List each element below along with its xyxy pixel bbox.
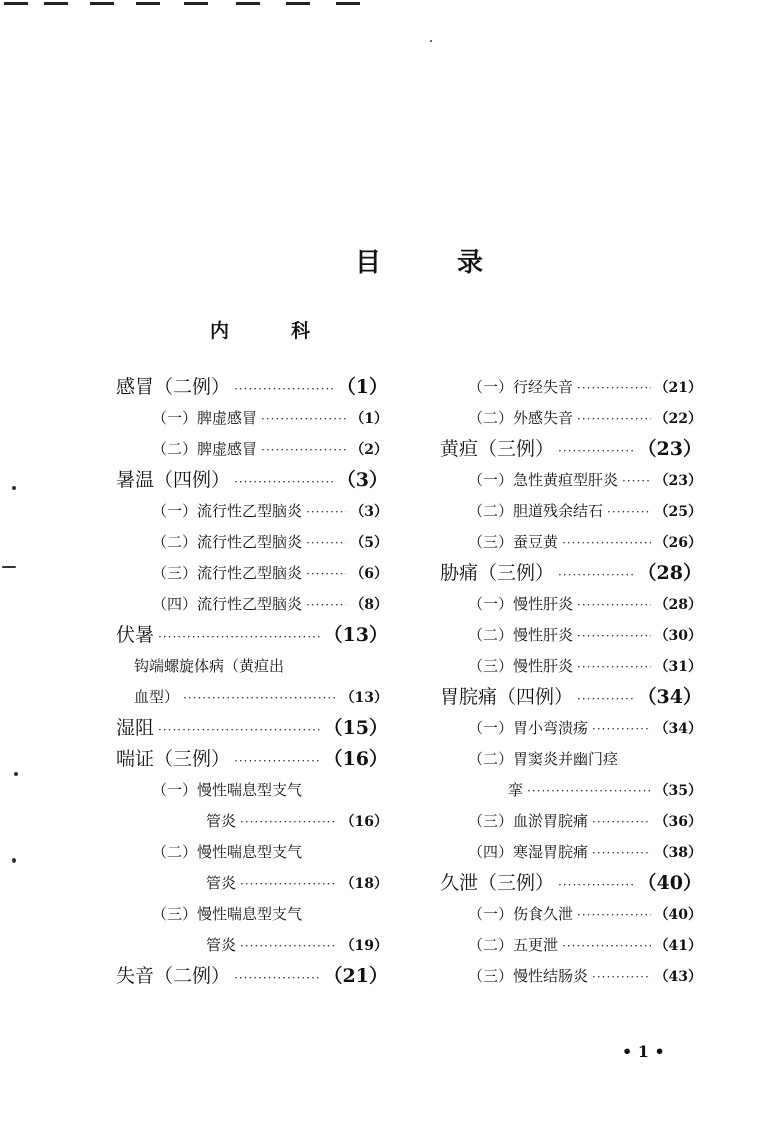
toc-subentry bbox=[116, 496, 388, 527]
toc-right-column bbox=[440, 372, 702, 992]
toc-entry-label: （二）慢性肝炎 bbox=[468, 626, 574, 644]
toc-entry-label: （一）流行性乙型脑炎 bbox=[152, 502, 303, 520]
toc-entry-label: 暑温（四例） bbox=[116, 469, 231, 491]
toc-chapter-entry bbox=[116, 744, 388, 775]
toc-page-number: （26） bbox=[654, 535, 702, 551]
toc-subentry bbox=[440, 775, 702, 806]
toc-subentry bbox=[440, 713, 702, 744]
toc-subentry bbox=[440, 403, 702, 434]
toc-leader-dots bbox=[592, 838, 651, 869]
toc-page-number: （28） bbox=[654, 597, 702, 613]
toc-entry-label: （二）慢性喘息型支气 bbox=[152, 843, 303, 861]
toc-chapter-entry bbox=[116, 465, 388, 496]
toc-page-number: （34） bbox=[654, 721, 702, 737]
toc-subentry bbox=[116, 589, 388, 620]
toc-entry-label: 感冒（二例） bbox=[116, 376, 231, 398]
toc-entry-label: （一）急性黄疸型肝炎 bbox=[468, 471, 619, 489]
toc-leader-dots bbox=[234, 374, 333, 405]
toc-page-number: （8） bbox=[350, 597, 388, 613]
toc-entry-label: （二）外感失音 bbox=[468, 409, 574, 427]
scan-speck bbox=[12, 486, 16, 490]
toc-page-number: （1） bbox=[350, 411, 388, 427]
toc-subentry bbox=[440, 527, 702, 558]
toc-page-number: （15） bbox=[323, 717, 388, 739]
toc-leader-dots bbox=[240, 931, 337, 962]
toc-page-number: （2） bbox=[350, 442, 388, 458]
toc-entry-label: 黄疸（三例） bbox=[440, 438, 555, 460]
toc-page-number: （38） bbox=[654, 845, 702, 861]
toc-entry-label: 喘证（三例） bbox=[116, 748, 231, 770]
toc-leader-dots bbox=[562, 931, 651, 962]
toc-leader-dots bbox=[622, 466, 651, 497]
toc-page-number: （36） bbox=[654, 814, 702, 830]
toc-page-number: （34） bbox=[637, 686, 702, 708]
toc-subentry bbox=[116, 434, 388, 465]
scan-speck bbox=[12, 858, 16, 863]
toc-subentry bbox=[116, 930, 388, 961]
toc-page-number: （28） bbox=[637, 562, 702, 584]
toc-subentry bbox=[116, 806, 388, 837]
toc-page-number: （21） bbox=[323, 965, 388, 987]
toc-entry-label: （一）行经失音 bbox=[468, 378, 574, 396]
toc-subentry bbox=[440, 899, 702, 930]
toc-page-number: （31） bbox=[654, 659, 702, 675]
toc-entry-label: 管炎 bbox=[206, 812, 237, 830]
toc-leader-dots bbox=[577, 652, 651, 683]
toc-entry-label: （三）流行性乙型脑炎 bbox=[152, 564, 303, 582]
toc-leader-dots bbox=[240, 807, 337, 838]
toc-subentry bbox=[440, 651, 702, 682]
toc-entry-label: 挛 bbox=[508, 781, 524, 799]
toc-entry-label: （一）脾虚感冒 bbox=[152, 409, 258, 427]
toc-leader-dots bbox=[158, 622, 320, 653]
scan-speck bbox=[2, 566, 16, 568]
toc-chapter-entry bbox=[440, 434, 702, 465]
toc-entry-label: （二）五更泄 bbox=[468, 936, 559, 954]
toc-page-number: （16） bbox=[323, 748, 388, 770]
toc-entry-label: （四）寒湿胃脘痛 bbox=[468, 843, 589, 861]
toc-entry-label: （二）脾虚感冒 bbox=[152, 440, 258, 458]
toc-entry-label: 湿阻 bbox=[116, 717, 155, 739]
toc-leader-dots bbox=[577, 684, 634, 715]
toc-entry-label: （三）蚕豆黄 bbox=[468, 533, 559, 551]
scan-top-dashes bbox=[0, 0, 400, 8]
page-number: • 1 • bbox=[622, 1042, 665, 1061]
title-char: 目 bbox=[355, 248, 384, 278]
toc-chapter-entry bbox=[116, 372, 388, 403]
toc-page-number: （13） bbox=[340, 690, 388, 706]
toc-subentry bbox=[116, 403, 388, 434]
toc-subentry bbox=[116, 868, 388, 899]
section-heading bbox=[210, 316, 310, 343]
scan-speck bbox=[430, 40, 432, 42]
toc-page-number: （21） bbox=[654, 380, 702, 396]
toc-leader-dots bbox=[558, 870, 634, 901]
toc-entry-label: （三）慢性肝炎 bbox=[468, 657, 574, 675]
toc-page-number: （16） bbox=[340, 814, 388, 830]
toc-page-number: （1） bbox=[336, 376, 388, 398]
toc-subentry bbox=[440, 372, 702, 403]
toc-leader-dots bbox=[592, 807, 651, 838]
toc-subentry bbox=[116, 899, 388, 930]
toc-entry-label: （二）胃窦炎并幽门痉 bbox=[468, 750, 619, 768]
toc-subentry bbox=[440, 930, 702, 961]
toc-subentry bbox=[116, 558, 388, 589]
toc-entry-label: 久泄（三例） bbox=[440, 872, 555, 894]
toc-entry-label: （二）流行性乙型脑炎 bbox=[152, 533, 303, 551]
toc-leader-dots bbox=[577, 373, 651, 404]
toc-leader-dots bbox=[527, 776, 651, 807]
toc-leader-dots bbox=[240, 869, 337, 900]
toc-leader-dots bbox=[234, 746, 320, 777]
toc-leader-dots bbox=[577, 621, 651, 652]
toc-leader-dots bbox=[306, 559, 346, 590]
toc-left-column bbox=[116, 372, 388, 992]
toc-entry-label: （一）伤食久泄 bbox=[468, 905, 574, 923]
toc-leader-dots bbox=[577, 590, 651, 621]
toc-subentry bbox=[440, 806, 702, 837]
toc-leader-dots bbox=[306, 590, 346, 621]
toc-entry-label: （三）慢性结肠炎 bbox=[468, 967, 589, 985]
toc-chapter-entry bbox=[440, 558, 702, 589]
toc-entry-label: （二）胆道残余结石 bbox=[468, 502, 604, 520]
toc-entry-label: （四）流行性乙型脑炎 bbox=[152, 595, 303, 613]
toc-leader-dots bbox=[577, 900, 651, 931]
toc-page-number: （23） bbox=[637, 438, 702, 460]
toc-page-number: （3） bbox=[350, 504, 388, 520]
toc-leader-dots bbox=[577, 404, 651, 435]
toc-leader-dots bbox=[607, 497, 651, 528]
toc-chapter-entry bbox=[116, 713, 388, 744]
toc-leader-dots bbox=[158, 715, 320, 746]
toc-leader-dots bbox=[261, 404, 346, 435]
toc-entry-label: 胁痛（三例） bbox=[440, 562, 555, 584]
toc-leader-dots bbox=[558, 436, 634, 467]
toc-entry-label: （三）慢性喘息型支气 bbox=[152, 905, 303, 923]
toc-entry-label: 胃脘痛（四例） bbox=[440, 686, 574, 708]
toc-entry-label: 失音（二例） bbox=[116, 965, 231, 987]
toc-page-number: （19） bbox=[340, 938, 388, 954]
toc-page-number: （40） bbox=[654, 907, 702, 923]
toc-entry-label: 血型） bbox=[134, 688, 180, 706]
toc-entry-label: 管炎 bbox=[206, 936, 237, 954]
page-title bbox=[355, 242, 485, 279]
toc-page-number: （5） bbox=[350, 535, 388, 551]
toc-leader-dots bbox=[306, 497, 346, 528]
toc-entry-label: （一）胃小弯溃疡 bbox=[468, 719, 589, 737]
toc-subentry bbox=[440, 744, 702, 775]
title-char: 录 bbox=[456, 248, 485, 278]
toc-leader-dots bbox=[306, 528, 346, 559]
toc-chapter-entry bbox=[116, 620, 388, 651]
toc-chapter-entry bbox=[440, 682, 702, 713]
toc-subentry bbox=[440, 837, 702, 868]
toc-subentry bbox=[440, 496, 702, 527]
toc-subentry bbox=[116, 651, 388, 682]
toc-page-number: （13） bbox=[323, 624, 388, 646]
section-char: 科 bbox=[290, 320, 310, 342]
toc-chapter-entry bbox=[440, 868, 702, 899]
toc-page-number: （40） bbox=[637, 872, 702, 894]
toc-entry-label: （一）慢性喘息型支气 bbox=[152, 781, 303, 799]
toc-entry-label: 伏暑 bbox=[116, 624, 155, 646]
toc-leader-dots bbox=[592, 714, 651, 745]
toc-subentry bbox=[440, 620, 702, 651]
scan-speck bbox=[14, 772, 18, 776]
toc-leader-dots bbox=[592, 962, 651, 993]
toc-leader-dots bbox=[183, 683, 337, 714]
toc-subentry bbox=[440, 589, 702, 620]
toc-leader-dots bbox=[234, 963, 320, 994]
toc-page-number: （22） bbox=[654, 411, 702, 427]
toc-entry-label: 管炎 bbox=[206, 874, 237, 892]
toc-page-number: （35） bbox=[654, 783, 702, 799]
toc-leader-dots bbox=[562, 528, 651, 559]
toc-subentry bbox=[116, 682, 388, 713]
toc-page-number: （3） bbox=[336, 469, 388, 491]
toc-subentry bbox=[116, 837, 388, 868]
toc-page-number: （18） bbox=[340, 876, 388, 892]
toc-page-number: （25） bbox=[654, 504, 702, 520]
toc-leader-dots bbox=[234, 467, 333, 498]
toc-subentry bbox=[440, 961, 702, 992]
section-char: 内 bbox=[210, 320, 230, 342]
toc-page-number: （23） bbox=[654, 473, 702, 489]
toc-entry-label: （一）慢性肝炎 bbox=[468, 595, 574, 613]
toc-leader-dots bbox=[261, 435, 346, 466]
toc-entry-label: 钩端螺旋体病（黄疸出 bbox=[134, 657, 285, 675]
toc-subentry bbox=[116, 527, 388, 558]
toc-subentry bbox=[116, 775, 388, 806]
toc-page-number: （30） bbox=[654, 628, 702, 644]
toc-page-number: （43） bbox=[654, 969, 702, 985]
toc-subentry bbox=[440, 465, 702, 496]
toc-leader-dots bbox=[558, 560, 634, 591]
toc-chapter-entry bbox=[116, 961, 388, 992]
toc-page-number: （41） bbox=[654, 938, 702, 954]
toc-entry-label: （三）血淤胃脘痛 bbox=[468, 812, 589, 830]
toc-page-number: （6） bbox=[350, 566, 388, 582]
